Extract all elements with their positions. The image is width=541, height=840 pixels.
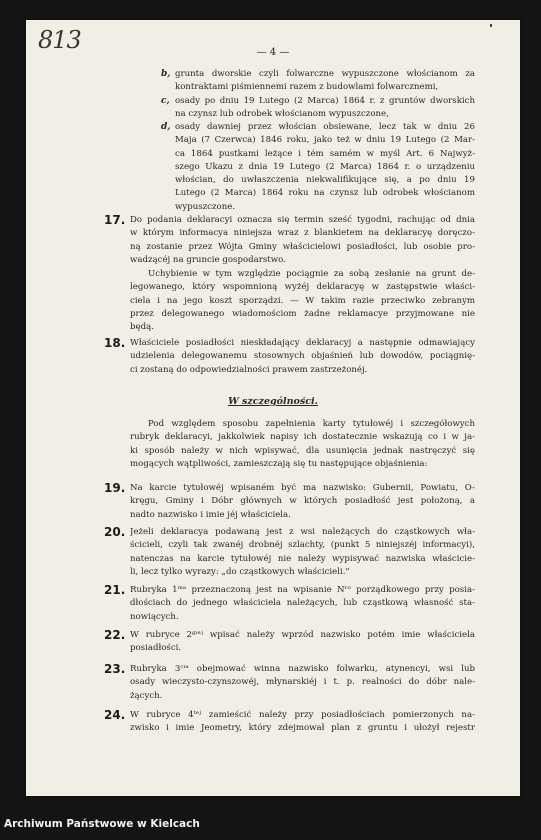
text-line: wypuszczone. (175, 201, 236, 212)
text-line: udzielenia delegowanemu stosownych objaśnień lub dowodów, pociągnię- (130, 351, 475, 362)
text-line: osady dawniej przez włościan obsiewane, lecz tak w dniu 26 (175, 122, 475, 132)
point-number-24: 24. (104, 708, 126, 722)
sub-item-letter-d: d, (161, 122, 171, 132)
text-line: osady wieczysto-czynszowéj, młynarskiéj i t. p. realności do dóbr nale- (130, 677, 475, 688)
text-line: W rubryce 2ᵍᶦᵉʲ wpisać należy wprzód nazwisko potém imie właściciela (130, 630, 475, 640)
text-line: rubryk deklaracyi, jakkolwiek napisy ich dostatecznie wskazują co i w ja- (130, 432, 475, 443)
ink-speck (490, 24, 492, 27)
sub-item-letter-b: b, (161, 69, 171, 79)
text-line: Właściciele posiadłości nieskładający deklaracyj a następnie odmawiający (130, 338, 475, 348)
archive-footer-label: Archiwum Państwowe w Kielcach (4, 818, 200, 830)
text-line: Maja (7 Czerwca) 1846 roku, jako też w dniu 19 Lutego (2 Mar- (175, 135, 475, 146)
text-line: osady po dniu 19 Lutego (2 Marca) 1864 r. z gruntów dworskich (175, 96, 475, 106)
section-18-text (130, 337, 475, 377)
point-22-text (130, 629, 475, 656)
text-line: ki sposób należy w nich wpisywać, dla usunięcia jednak nastręczyć się (130, 445, 475, 456)
text-line: przez delegowanego wiadomościom żadne reklamacye przyjmowane nie (130, 308, 475, 319)
text-line: na czynsz lub odrobek włościanom wypuszczone, (175, 109, 389, 120)
text-line: natenczas na karcie tytułowéj nie należy wypisywać nazwiska właścicie- (130, 553, 475, 564)
page-number: — 4 — (256, 47, 290, 58)
point-number-21: 21. (104, 583, 126, 597)
text-line: W rubryce 4ᵗᵉʲ zamieścić należy przy posiadłościach pomierzonych na- (130, 710, 475, 720)
text-line: Lutego (2 Marca) 1864 roku na czynsz lub odrobek włościanom (175, 188, 475, 199)
text-line: kręgu, Gminy i Dóbr głównych w których posiadłość jest położoną, a (130, 496, 475, 507)
text-line: ną zostanie przez Wójta Gminy właścicielowi posiadłości, lub osobie pro- (130, 241, 475, 252)
text-line: li, lecz tylko wyrazy: „do cząstkowych właścicieli." (130, 566, 350, 577)
text-line: nadto nazwisko i imie jéj właściciela. (130, 509, 291, 520)
section-17-paragraph-1 (130, 214, 475, 267)
text-line: ścicieli, czyli tak zwanéj drobnéj szlachty, (punkt 5 niniejszéj informacyi), (130, 540, 475, 551)
text-line: będą. (130, 322, 154, 333)
point-23-text (130, 663, 475, 703)
point-24-text (130, 709, 475, 736)
point-number-20: 20. (104, 525, 126, 539)
document-page (26, 20, 520, 796)
text-line: zwisko i imie Jeometry, który zdejmował plan z gruntu i ułożył rejestr (130, 723, 475, 734)
section-number-17: 17. (104, 213, 126, 227)
point-number-19: 19. (104, 481, 126, 495)
section-heading: W szczególności. (228, 396, 318, 407)
point-19-text (130, 482, 475, 522)
text-line: Jeżeli deklaracya podawaną jest z wsi należących do cząstkowych wła- (130, 527, 475, 537)
text-line: Uchybienie w tym względzie pociągnie za sobą zesłanie na grunt de- (148, 269, 475, 279)
text-line: wadzącéj na gruncie gospodarstwo. (130, 254, 286, 265)
text-line: Pod względem sposobu zapełnienia karty tytułowéj i szczegółowych (148, 419, 475, 429)
intro-paragraph (130, 418, 475, 471)
text-line: ca 1864 pustkami leżące i tém samém w myśl Art. 6 Najwyż- (175, 148, 475, 159)
text-line: grunta dworskie czyli folwarczne wypuszczone włościanom za (175, 69, 475, 79)
text-line: legowanego, który wspomnioną wyżéj deklaracyę w zastępstwie właści- (130, 282, 475, 293)
sub-item-c-text (175, 95, 475, 122)
text-line: Do podania deklaracyi oznacza się termin sześć tygodni, rachując od dnia (130, 215, 475, 225)
sub-item-letter-c: c, (161, 96, 170, 106)
text-line: mogących wątpliwości, zamieszczają się tu następujące objaśnienia: (130, 458, 428, 469)
sub-item-d-text (175, 121, 475, 214)
text-line: Na karcie tytułowéj wpisaném być ma nazwisko: Gubernii, Powiatu, O- (130, 483, 475, 493)
text-line: w którym informacya niniejsza wraz z blankietem na deklaracyę doręczo- (130, 228, 475, 239)
section-17-paragraph-2 (130, 268, 475, 334)
text-line: kontraktami piśmiennemi razem z budowlami folwarcznemi, (175, 82, 439, 93)
text-line: Rubryka 1ᵐᵃ przeznaczoną jest na wpisanie Nʳᵒ porządkowego przy posia- (130, 585, 475, 595)
point-number-23: 23. (104, 662, 126, 676)
text-line: żących. (130, 690, 163, 701)
sub-item-b-text (175, 68, 475, 95)
point-20-text (130, 526, 475, 579)
text-line: dłościach do jednego właściciela należących, lub cząstkową własność sta- (130, 598, 475, 609)
text-line: ciela i na jego koszt sporządzi. — W takim razie przeciwko zebranym (130, 295, 475, 306)
text-line: nowiących. (130, 611, 179, 622)
text-line: włościan, do uwłaszczenia niekwalifikujące się, a po dniu 19 (175, 175, 475, 186)
text-line: Rubryka 3ᶜᶦᵃ obejmować winna nazwisko folwarku, atynencyi, wsi lub (130, 664, 475, 674)
text-line: szego Ukazu z dnia 19 Lutego (2 Marca) 1864 r. o urządzeniu (175, 161, 475, 172)
section-number-18: 18. (104, 336, 126, 350)
point-21-text (130, 584, 475, 624)
point-number-22: 22. (104, 628, 126, 642)
text-line: posiadłości. (130, 643, 182, 654)
handwritten-archive-mark: 813 (38, 26, 81, 54)
text-line: ci zostaną do odpowiedzialności prawem zastrzeżonéj. (130, 364, 368, 375)
